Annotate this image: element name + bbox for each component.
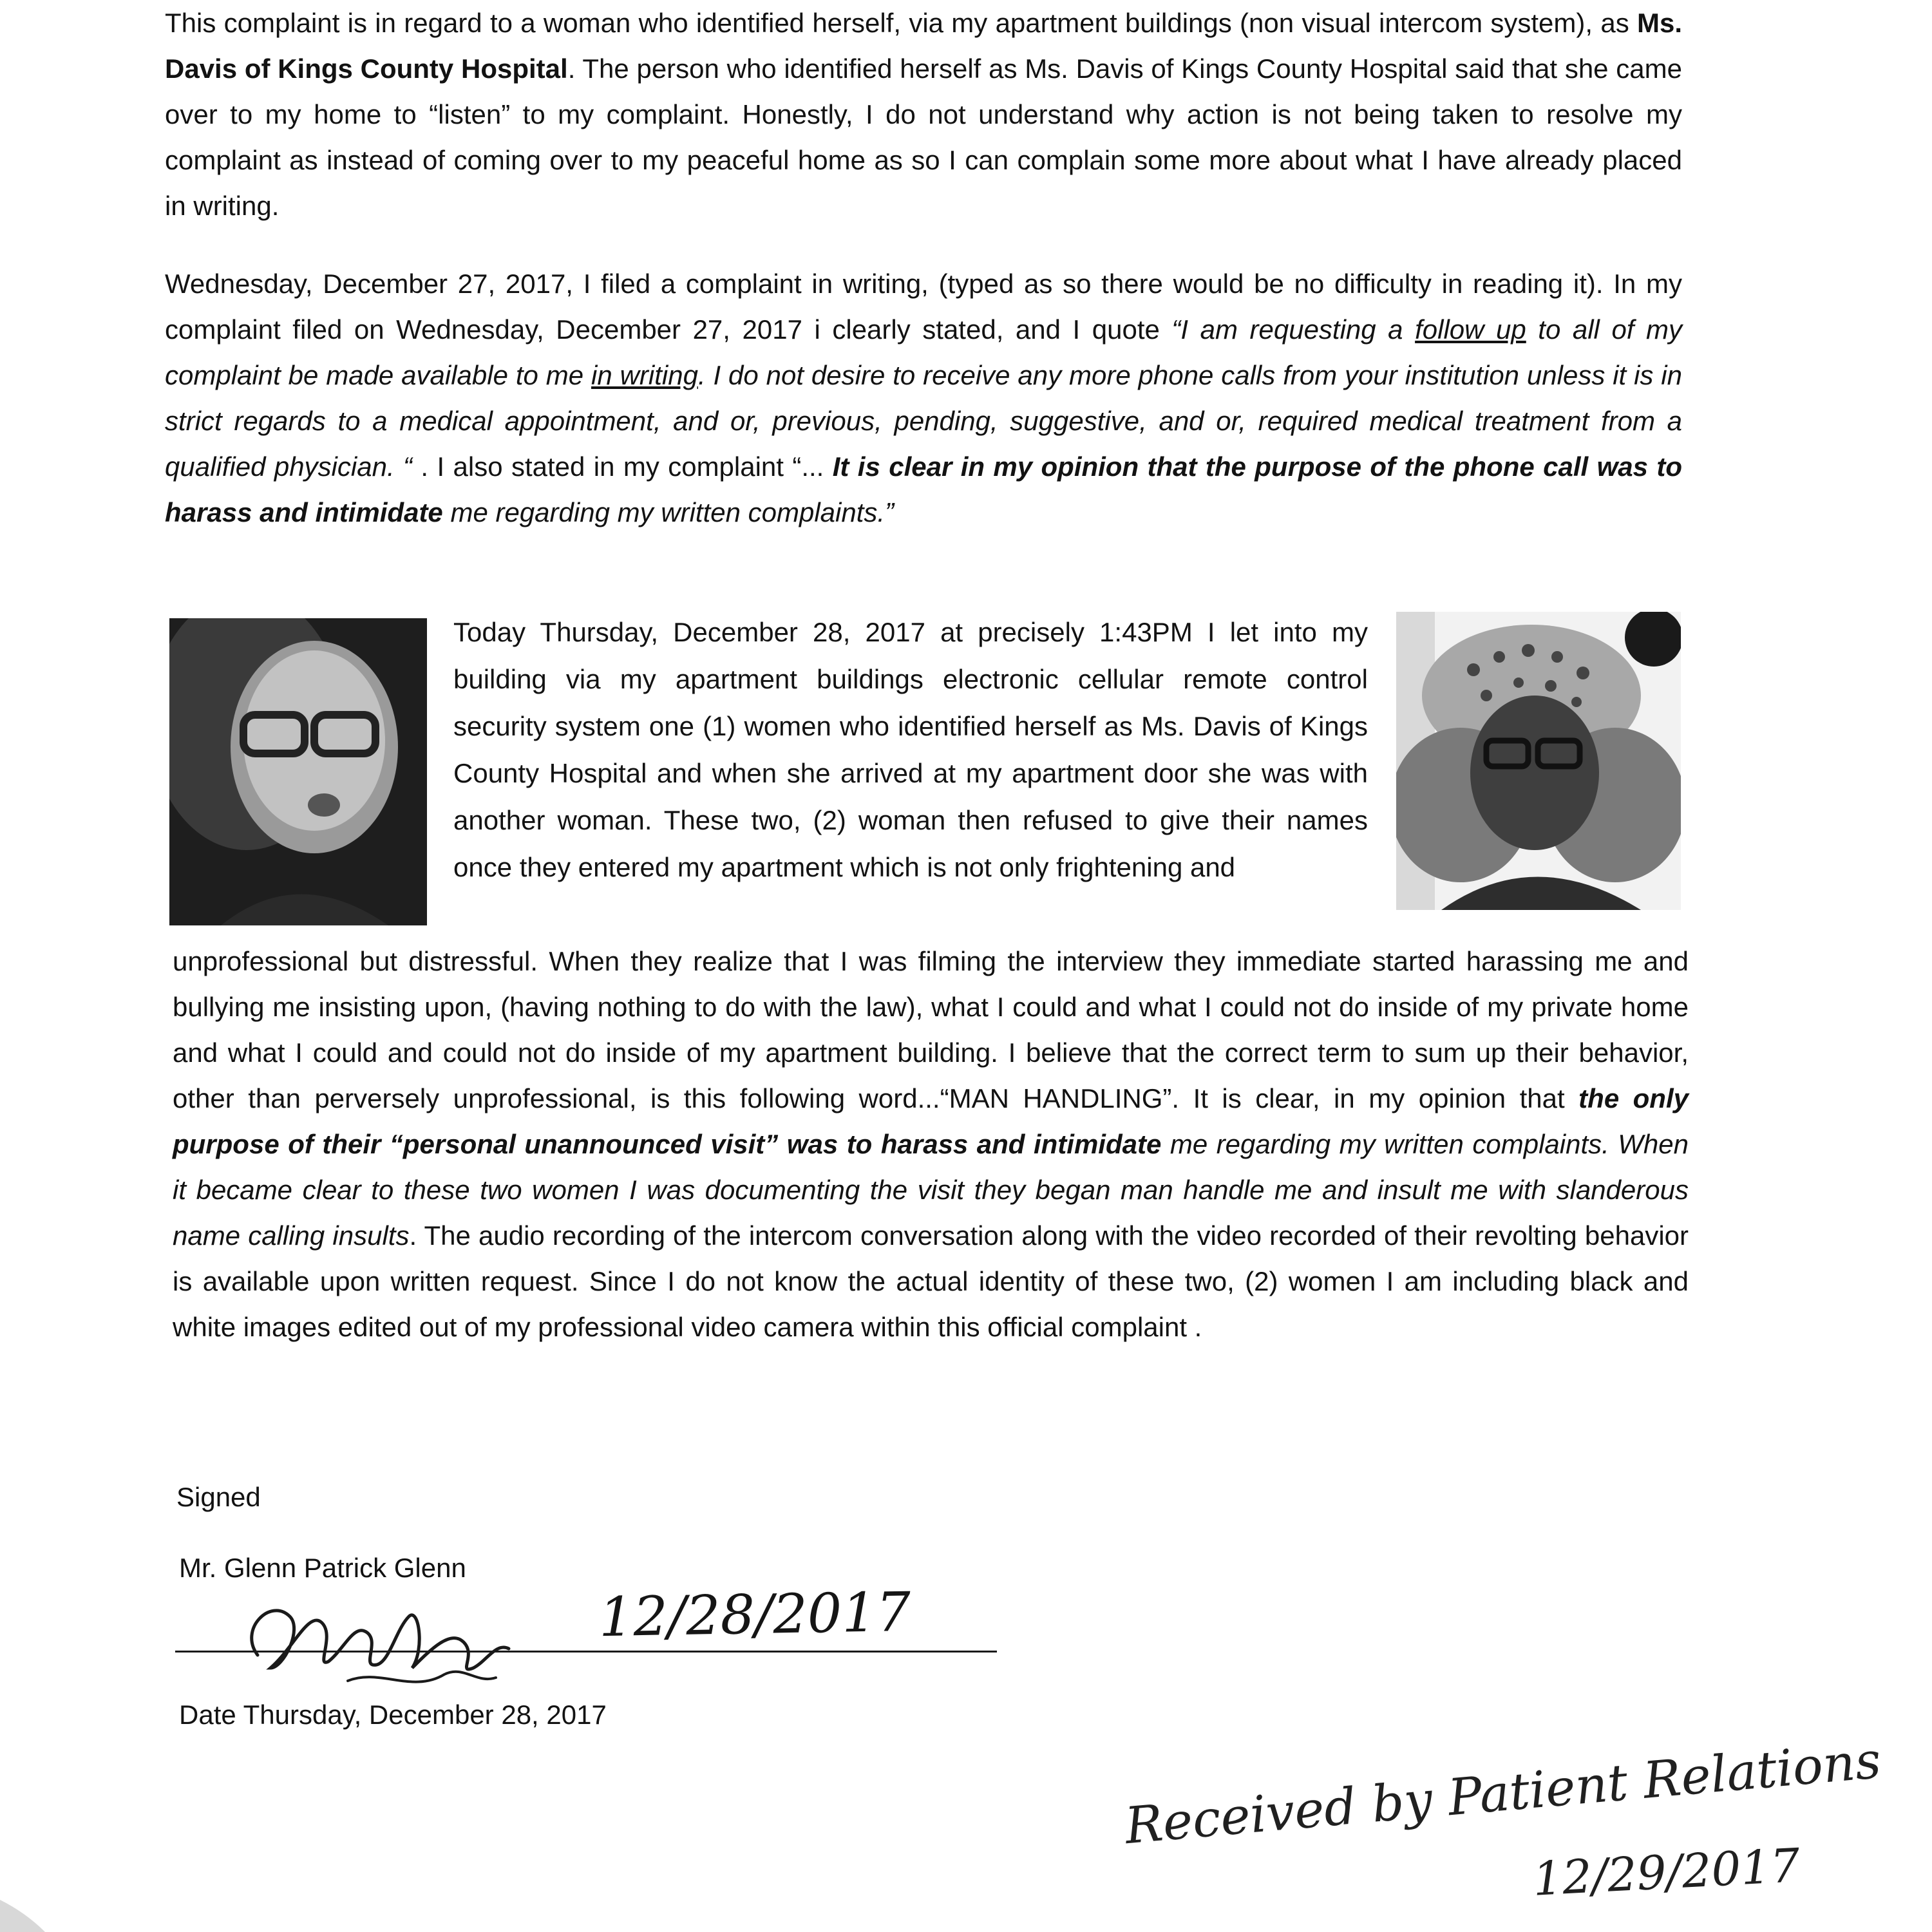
p2-quote-underlined-1: follow up xyxy=(1415,314,1526,345)
paragraph-visit-narrative: Today Thursday, December 28, 2017 at precisely 1:43PM I let into my building via my apartment buildings electronic cellular remote control security system one (1) women who identified herself as Ms. Davis of Kings County Hospital and when she arrived at my apartment door she was with another woman. These two, (2) woman then refused to give their names once they entered my apartment which is not only frightening and xyxy=(453,617,1368,882)
page-corner-curl xyxy=(0,1893,52,1932)
handwritten-signature xyxy=(232,1571,554,1707)
p3-text-2: . The audio recording of the intercom conversation along with the video recorded of their revolting behavior is available upon written request. Since I do not know the actual identity of these two, (2) women I am including black and white images edited out of my professional video camera within this official complaint . xyxy=(173,1220,1689,1342)
signature-line xyxy=(175,1651,997,1653)
p2-quote-2: to all of my complaint be made available to me xyxy=(165,314,1683,390)
paragraph-previous-complaint xyxy=(165,261,1682,535)
paragraph-intro xyxy=(165,0,1682,229)
signature-date-line: Date Thursday, December 28, 2017 xyxy=(179,1700,607,1730)
p2-quote-underlined-2: in writing xyxy=(591,360,698,390)
intro-text-1: This complaint is in regard to a woman who identified herself, via my apartment buildings (non visual intercom system), as xyxy=(165,8,1637,38)
photo-woman-left xyxy=(169,618,427,925)
photo-woman-right xyxy=(1396,612,1681,910)
photo-woman-right-image xyxy=(1396,612,1681,910)
signed-label: Signed xyxy=(176,1482,261,1512)
p2-quote-end: me regarding my written complaints.” xyxy=(442,497,895,527)
paragraph-visit-continued xyxy=(173,938,1689,1350)
received-annotation: Received by Patient Relations xyxy=(1122,1731,1884,1856)
p2-bold-quote: It is clear in my opinion that the purpose of the phone call was to harass and intimidate xyxy=(165,451,1683,527)
handwritten-signature-date: 12/28/2017 xyxy=(598,1580,911,1649)
intro-text-2: . The person who identified herself as Ms. Davis of Kings County Hospital said that she came over to my home to “listen” to my complaint. Honestly, I do not understand why action is not being taken to resolve my complaint as instead of coming over to my peaceful home as so I can complain some more about what I have already placed in writing. xyxy=(165,53,1682,221)
signer-name: Mr. Glenn Patrick Glenn xyxy=(179,1553,466,1583)
p2-quote-3: . I do not desire to receive any more phone calls from your institution unless it is in strict regards to a medical appointment, and or, previous, pending, suggestive, and or, required medical treatment from a qualified physician. “ xyxy=(165,360,1683,482)
p2-text-2: . I also stated in my complaint “... xyxy=(421,451,833,482)
p2-text-1: Wednesday, December 27, 2017, I filed a complaint in writing, (typed as so there would be no difficulty in reading it). In my complaint filed on Wednesday, December 27, 2017 i clearly stated, and I quote xyxy=(165,269,1682,345)
p3-italic: me regarding my written complaints. When it became clear to these two women I was documenting the visit they began man handle me and insult me with slanderous name calling insults xyxy=(173,1129,1689,1251)
p2-quote-1: “I am requesting a xyxy=(1171,314,1416,345)
photo-woman-left-image xyxy=(169,618,427,925)
intro-bold-name: Ms. Davis of Kings County Hospital xyxy=(165,8,1682,84)
p3-bold-italic: the only purpose of their “personal unannounced visit” was to harass and intimidate xyxy=(173,1083,1689,1159)
p3-text-1: unprofessional but distressful. When they realize that I was filming the interview they immediate started harassing me and bullying me insisting upon, (having nothing to do with the law), what I could and what I could not do inside of my private home and what I could and could not do inside of my apartment building. I believe that the correct term to sum up their behavior, other than perversely unprofessional, is this following word...“MAN HANDLING”. It is clear, in my opinion that xyxy=(173,946,1689,1113)
received-annotation-date: 12/29/2017 xyxy=(1531,1838,1801,1906)
